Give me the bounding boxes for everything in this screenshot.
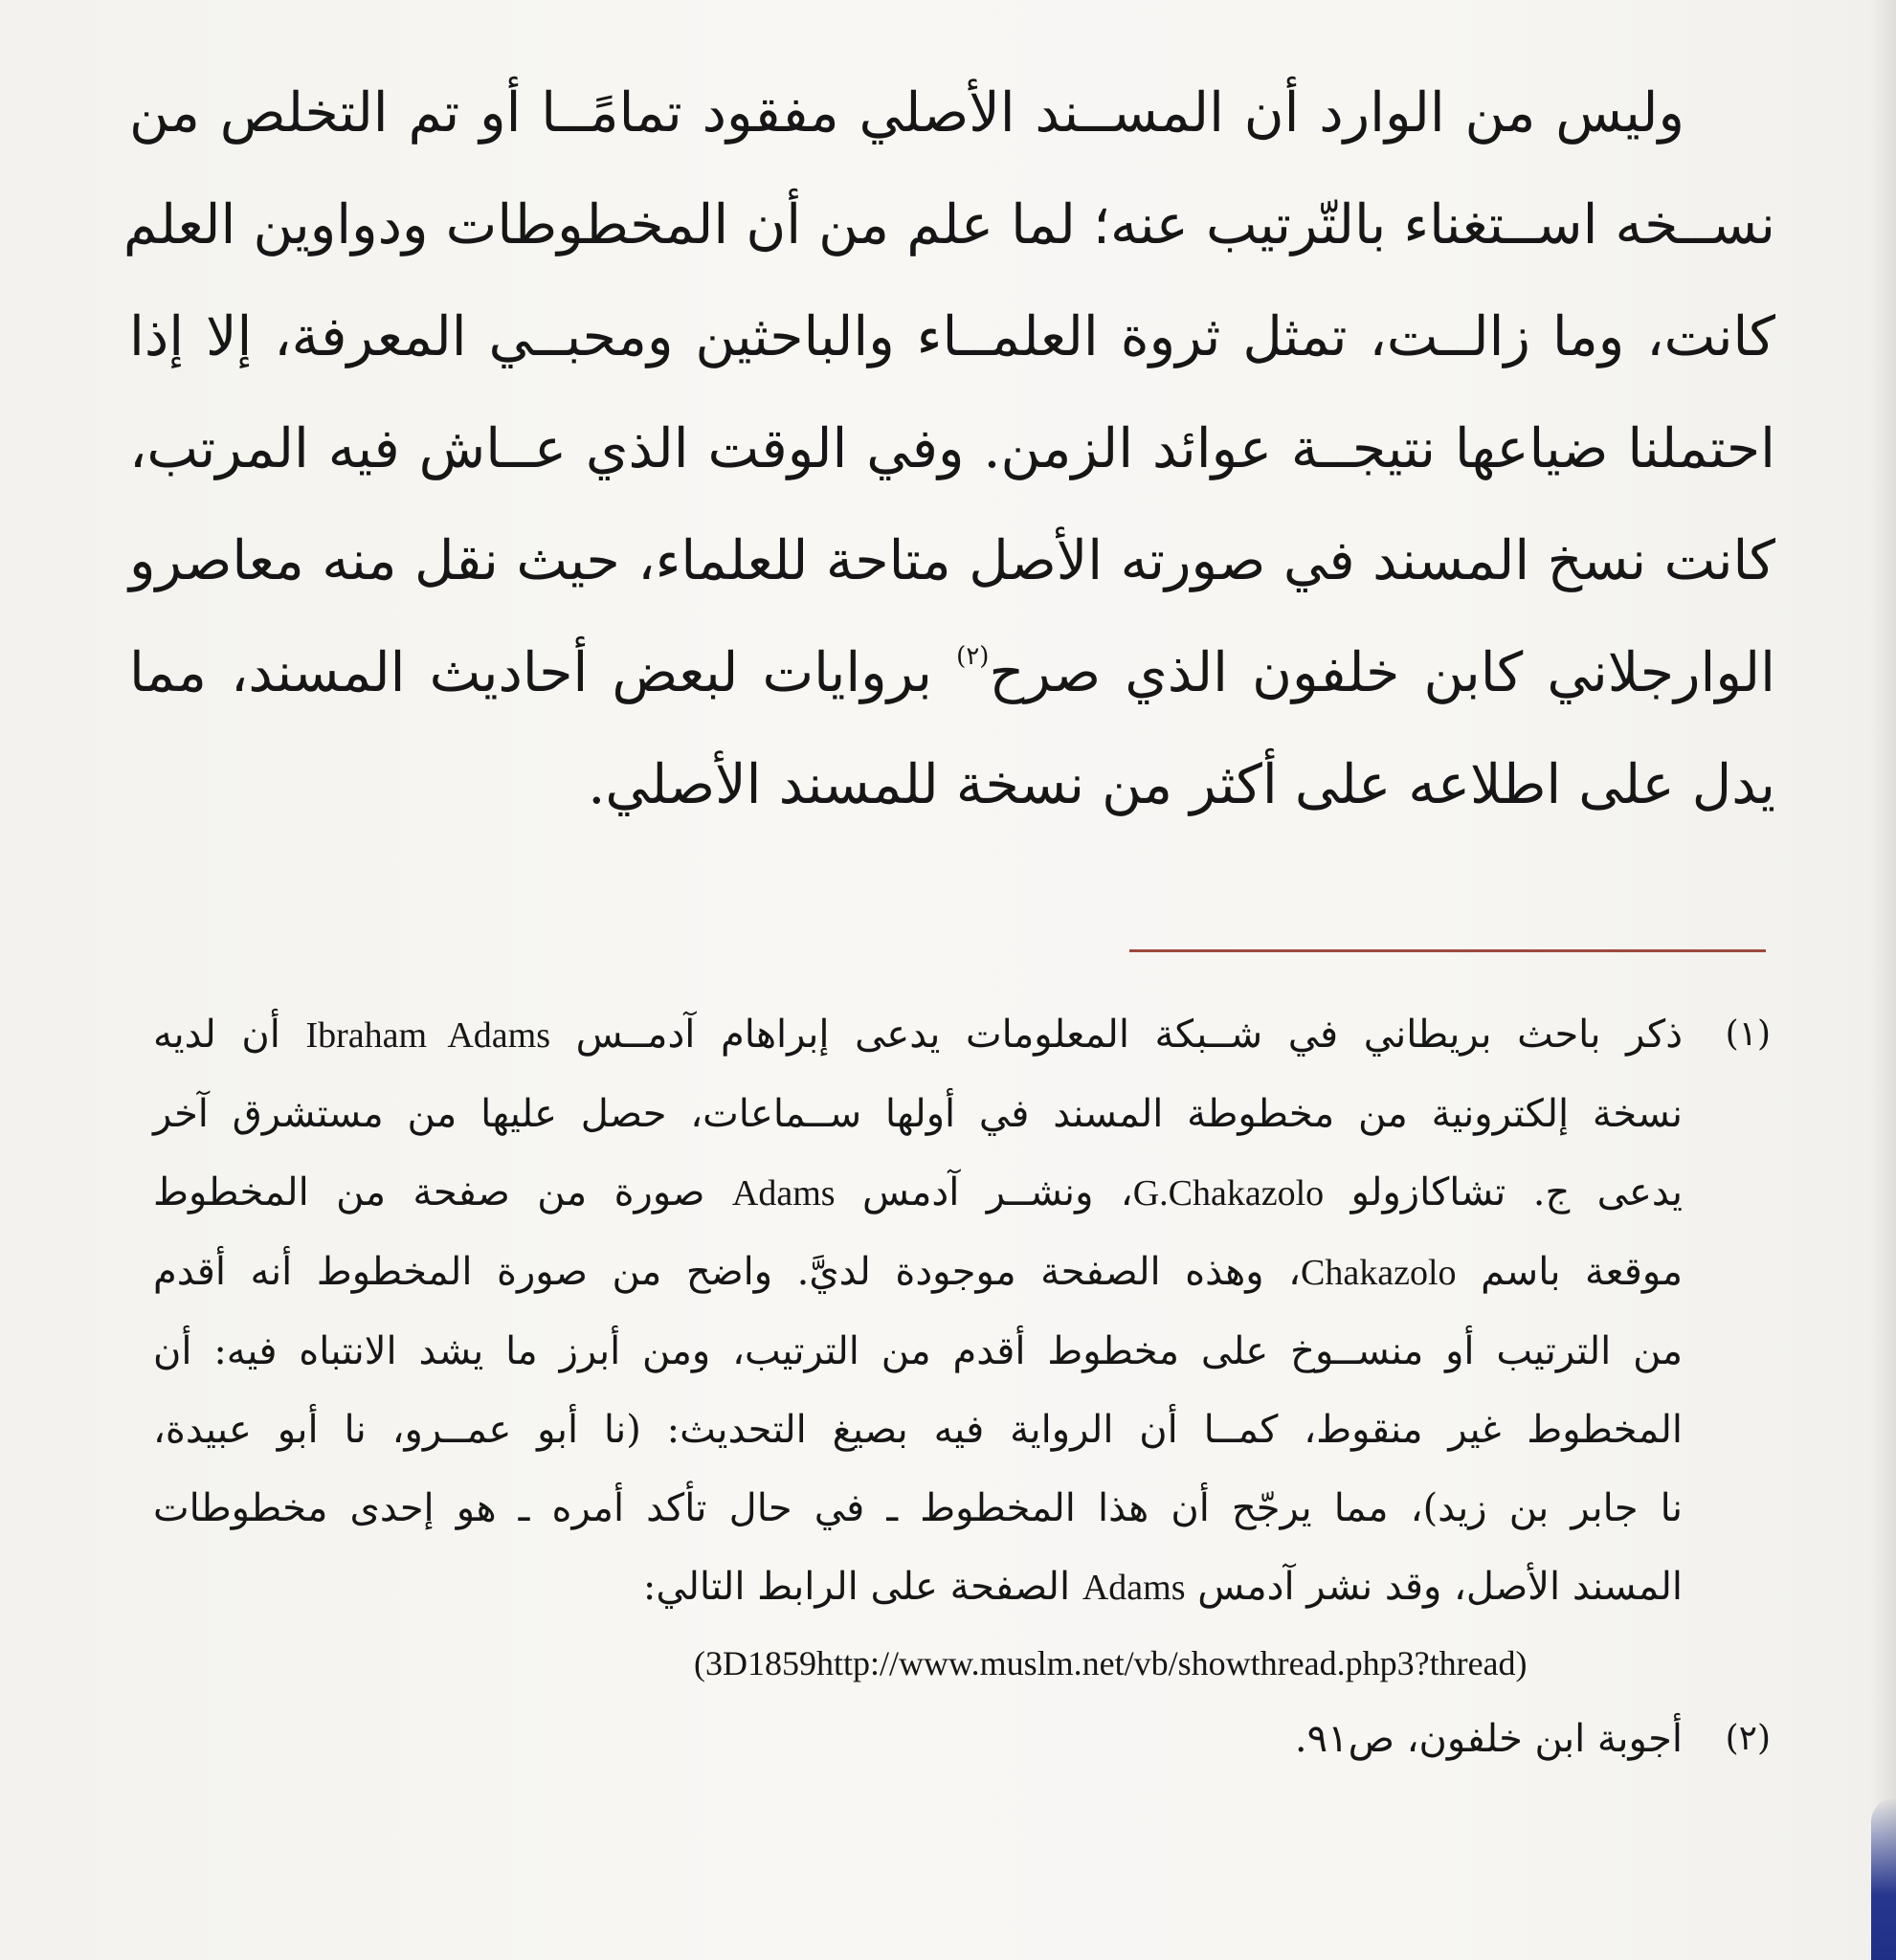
page-edge-shadow xyxy=(1869,0,1896,1960)
footnote-line: نسخة إلكترونية من مخطوطة المسند في أولها ســماعات، حصل عليها من مستشرق آخر xyxy=(153,1092,1683,1136)
footnote-text: المسند الأصل، وقد نشر آدمس xyxy=(1197,1565,1683,1609)
footnote-ref-2[interactable]: (٢) xyxy=(956,642,990,671)
footnote-body xyxy=(153,1700,1683,1778)
footnote-line xyxy=(153,1153,1683,1233)
footnote-2 xyxy=(153,1700,1771,1778)
text-line-2: نســخه اســتغناء بالتّرتيب عنه؛ لما علم من أن المخطوطات ودواوين العلم xyxy=(123,193,1775,256)
footnote-line xyxy=(153,995,1683,1075)
text-line-7: يدل على اطلاعه على أكثر من نسخة للمسند الأصلي. xyxy=(588,753,1775,816)
text-line-5: كانت نسخ المسند في صورته الأصل متاحة للعلماء، حيث نقل منه معاصرو xyxy=(129,529,1775,592)
footnote-text: موقعة باسم xyxy=(1481,1250,1684,1294)
footnote-line xyxy=(153,1548,1683,1627)
footnote-number: (١) xyxy=(1725,1014,1771,1054)
latin-name: Ibraham Adams xyxy=(305,1015,551,1056)
latin-name: Adams xyxy=(1082,1568,1186,1608)
footnote-number: (٢) xyxy=(1725,1719,1771,1758)
footnote-text: أن لديه xyxy=(153,1013,280,1057)
footnote-line: نا جابر بن زيد)، مما يرجّح أن هذا المخطوط ـ في حال تأكد أمره ـ هو إحدى مخطوطات xyxy=(153,1486,1683,1530)
text-line-6-start: الوارجلاني كابن خلفون الذي صرح xyxy=(989,641,1775,704)
page-corner-edge xyxy=(1871,1797,1896,1960)
latin-name: Adams xyxy=(731,1173,836,1214)
footnotes-section xyxy=(153,995,1771,1778)
paragraph xyxy=(123,57,1775,841)
footnote-url[interactable]: (3D1859http://www.muslm.net/vb/showthread.php3?thread) xyxy=(694,1644,1528,1682)
footnote-text: الصفحة على الرابط التالي: xyxy=(642,1565,1071,1609)
text-line-6 xyxy=(129,617,1775,729)
footnote-divider xyxy=(1129,949,1766,952)
footnote-text: يدعى ج. تشاكازولو xyxy=(1350,1170,1684,1214)
main-paragraph xyxy=(123,57,1775,841)
latin-name: Chakazolo xyxy=(1301,1253,1457,1293)
footnote-text: ، ونشــر آدمس xyxy=(861,1170,1133,1214)
text-line-1: وليس من الوارد أن المســند الأصلي مفقود تمامًــا أو تم التخلص من xyxy=(129,81,1684,145)
footnote-text: صورة من صفحة من المخطوط xyxy=(153,1170,705,1214)
text-line-6-end: بروايات لبعض أحاديث المسند، مما xyxy=(129,641,957,704)
footnote-line: المخطوط غير منقوط، كمــا أن الرواية فيه بصيغ التحديث: (نا أبو عمــرو، نا أبو عبيدة، xyxy=(153,1408,1683,1452)
text-line-3: كانت، وما زالــت، تمثل ثروة العلمــاء والباحثين ومحبــي المعرفة، إلا إذا xyxy=(129,305,1775,368)
footnote-body xyxy=(153,995,1683,1700)
footnote-line: من الترتيب أو منســوخ على مخطوط أقدم من الترتيب، ومن أبرز ما يشد الانتباه فيه: أن xyxy=(153,1329,1683,1373)
footnote-1 xyxy=(153,995,1771,1700)
text-line-4: احتملنا ضياعها نتيجــة عوائد الزمن. وفي الوقت الذي عــاش فيه المرتب، xyxy=(129,417,1775,480)
footnote-text: ذكر باحث بريطاني في شــبكة المعلومات يدعى إبراهام آدمــس xyxy=(575,1013,1684,1057)
footnote-line: أجوبة ابن خلفون، ص٩١. xyxy=(1294,1717,1683,1761)
footnote-text: ، وهذه الصفحة موجودة لديَّ. واضح من صورة المخطوط أنه أقدم xyxy=(153,1250,1301,1294)
footnote-line xyxy=(153,1233,1683,1312)
latin-name: G.Chakazolo xyxy=(1132,1173,1325,1214)
